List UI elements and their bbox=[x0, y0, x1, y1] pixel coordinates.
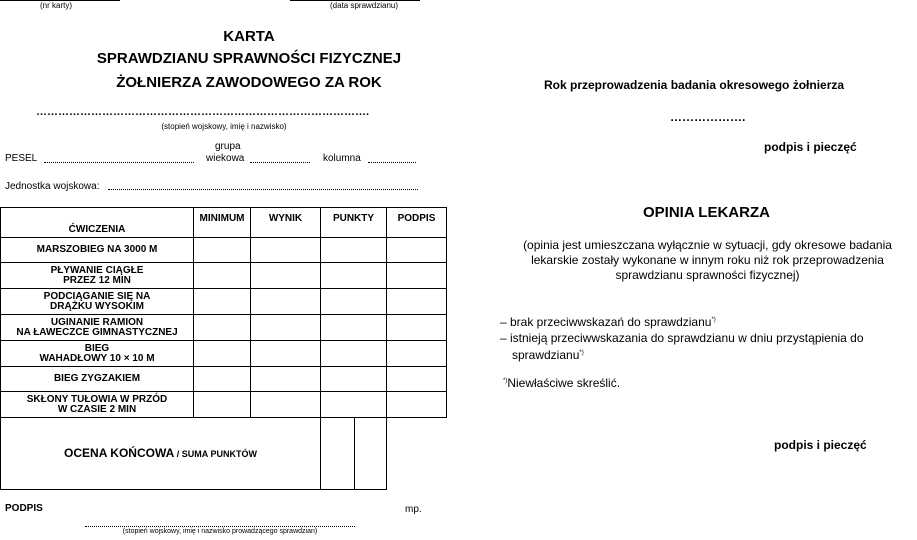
unit-label: Jednostka wojskowa: bbox=[5, 181, 100, 192]
minimum-cell[interactable] bbox=[194, 341, 251, 367]
exercise-name-2: W CZASIE 2 MIN bbox=[57, 403, 137, 415]
exercise-cell bbox=[1, 238, 194, 263]
opinion-note-line-3: sprawdzianu sprawności fizycznej) bbox=[615, 268, 800, 282]
footer-mp-label: mp. bbox=[405, 504, 422, 515]
pesel-label: PESEL bbox=[5, 153, 38, 164]
footnote bbox=[503, 376, 620, 390]
signature-stamp-2: podpis i pieczęć bbox=[774, 438, 867, 452]
exercise-name: PODCIĄGANIE SIĘ NA bbox=[43, 290, 151, 302]
exercise-name-2: DRĄŻKU WYSOKIM bbox=[50, 300, 144, 312]
result-cell[interactable] bbox=[251, 341, 321, 367]
exercise-name: UGINANIE RAMION bbox=[50, 316, 144, 328]
opinion-note bbox=[498, 238, 917, 283]
option-1-star: *) bbox=[711, 317, 716, 323]
group-label-1: grupa bbox=[215, 141, 241, 152]
final-points-b[interactable] bbox=[355, 418, 387, 490]
final-sub-label: / SUMA PUNKTÓW bbox=[174, 449, 257, 459]
title-line-3: ŻOŁNIERZA ZAWODOWEGO ZA ROK bbox=[116, 74, 382, 91]
table-row bbox=[1, 367, 447, 392]
table-header-row bbox=[1, 208, 447, 238]
result-cell[interactable] bbox=[251, 315, 321, 341]
minimum-cell[interactable] bbox=[194, 367, 251, 392]
minimum-cell[interactable] bbox=[194, 289, 251, 315]
footer-signature-label: PODPIS bbox=[5, 503, 43, 514]
exercise-cell bbox=[1, 263, 194, 289]
column-label: kolumna bbox=[323, 153, 361, 164]
exercise-name: PŁYWANIE CIĄGŁE bbox=[50, 264, 144, 276]
footer-signature-line[interactable] bbox=[85, 526, 355, 527]
exercise-name-2: NA ŁAWECZCE GIMNASTYCZNEJ bbox=[16, 326, 178, 338]
table-row bbox=[1, 392, 447, 418]
signature-cell[interactable] bbox=[387, 392, 447, 418]
signature-cell[interactable] bbox=[387, 289, 447, 315]
title-line-2: SPRAWDZIANU SPRAWNOŚCI FIZYCZNEJ bbox=[96, 50, 402, 67]
points-cell[interactable] bbox=[321, 289, 387, 315]
opinion-note-line-2: lekarskie zostały wykonane w innym roku niż rok przeprowadzenia bbox=[531, 253, 884, 267]
identity-caption: (stopień wojskowy, imię i nazwisko) bbox=[161, 122, 287, 131]
final-row bbox=[1, 418, 447, 490]
option-1-text: – brak przeciwwskazań do sprawdzianu bbox=[500, 315, 712, 329]
exercise-cell bbox=[1, 392, 194, 418]
title-line-1: KARTA bbox=[223, 28, 275, 45]
exercise-name: BIEG bbox=[84, 342, 110, 354]
option-contraindications[interactable] bbox=[500, 331, 864, 363]
points-cell[interactable] bbox=[321, 263, 387, 289]
final-points-a[interactable] bbox=[321, 418, 355, 490]
option-2-text-2: sprawdzianu bbox=[512, 348, 580, 362]
header-points: PUNKTY bbox=[321, 208, 387, 238]
table-row bbox=[1, 238, 447, 263]
exercise-cell bbox=[1, 367, 194, 392]
minimum-cell[interactable] bbox=[194, 238, 251, 263]
table-row bbox=[1, 315, 447, 341]
footer-caption: (stopień wojskowy, imię i nazwisko prowadzącego sprawdzian) bbox=[122, 528, 318, 535]
signature-cell[interactable] bbox=[387, 238, 447, 263]
footnote-text: Niewłaściwe skreślić. bbox=[507, 376, 621, 390]
signature-stamp-1: podpis i pieczęć bbox=[764, 140, 857, 154]
exercise-name-2: PRZEZ 12 MIN bbox=[63, 274, 131, 286]
table-row bbox=[1, 341, 447, 367]
table-row bbox=[1, 263, 447, 289]
exercise-name: SKŁONY TUŁOWIA W PRZÓD bbox=[26, 393, 168, 405]
column-field[interactable] bbox=[368, 162, 416, 163]
final-main-label: OCENA KOŃCOWA bbox=[64, 446, 175, 460]
exercise-cell bbox=[1, 315, 194, 341]
footnote-star: *) bbox=[503, 378, 508, 384]
exercise-table bbox=[0, 207, 447, 490]
unit-field[interactable] bbox=[108, 189, 418, 190]
option-2-text-1: – istnieją przeciwwskazania do sprawdzianu w dniu przystąpienia do bbox=[500, 331, 864, 345]
result-cell[interactable] bbox=[251, 263, 321, 289]
signature-cell[interactable] bbox=[387, 263, 447, 289]
points-cell[interactable] bbox=[321, 238, 387, 263]
opinion-note-line-1: (opinia jest umieszczana wyłącznie w sytuacji, gdy okresowe badania bbox=[523, 238, 892, 252]
minimum-cell[interactable] bbox=[194, 263, 251, 289]
option-2-star: *) bbox=[579, 350, 584, 356]
group-field[interactable] bbox=[250, 162, 310, 163]
header-result: WYNIK bbox=[251, 208, 321, 238]
points-cell[interactable] bbox=[321, 392, 387, 418]
final-cell bbox=[1, 418, 321, 490]
identity-dots: ………………………………………………………………………………. bbox=[36, 106, 370, 118]
date-label: (data sprawdzianu) bbox=[330, 1, 399, 10]
exam-year-label: Rok przeprowadzenia badania okresowego żołnierza bbox=[544, 78, 845, 92]
group-label-2: wiekowa bbox=[206, 153, 245, 164]
header-exercises: ĆWICZENIA bbox=[1, 208, 194, 238]
header-signature: PODPIS bbox=[387, 208, 447, 238]
result-cell[interactable] bbox=[251, 392, 321, 418]
option-no-contraindications[interactable] bbox=[500, 315, 716, 329]
header-minimum: MINIMUM bbox=[194, 208, 251, 238]
card-number-label: (nr karty) bbox=[40, 1, 72, 10]
points-cell[interactable] bbox=[321, 341, 387, 367]
result-cell[interactable] bbox=[251, 289, 321, 315]
points-cell[interactable] bbox=[321, 367, 387, 392]
exercise-name-2: WAHADŁOWY 10 × 10 M bbox=[39, 352, 155, 364]
points-cell[interactable] bbox=[321, 315, 387, 341]
exam-year-dots[interactable]: ………………. bbox=[670, 110, 746, 124]
minimum-cell[interactable] bbox=[194, 315, 251, 341]
signature-cell[interactable] bbox=[387, 367, 447, 392]
signature-cell[interactable] bbox=[387, 315, 447, 341]
opinion-title: OPINIA LEKARZA bbox=[643, 204, 770, 221]
exercise-cell bbox=[1, 341, 194, 367]
signature-cell[interactable] bbox=[387, 341, 447, 367]
exercise-cell bbox=[1, 289, 194, 315]
exercise-name: BIEG ZYGZAKIEM bbox=[53, 373, 141, 384]
minimum-cell[interactable] bbox=[194, 392, 251, 418]
result-cell[interactable] bbox=[251, 238, 321, 263]
pesel-field[interactable] bbox=[44, 162, 194, 163]
exercise-name: MARSZOBIEG NA 3000 M bbox=[36, 244, 158, 255]
table-row bbox=[1, 289, 447, 315]
result-cell[interactable] bbox=[251, 367, 321, 392]
final-empty bbox=[387, 418, 447, 490]
